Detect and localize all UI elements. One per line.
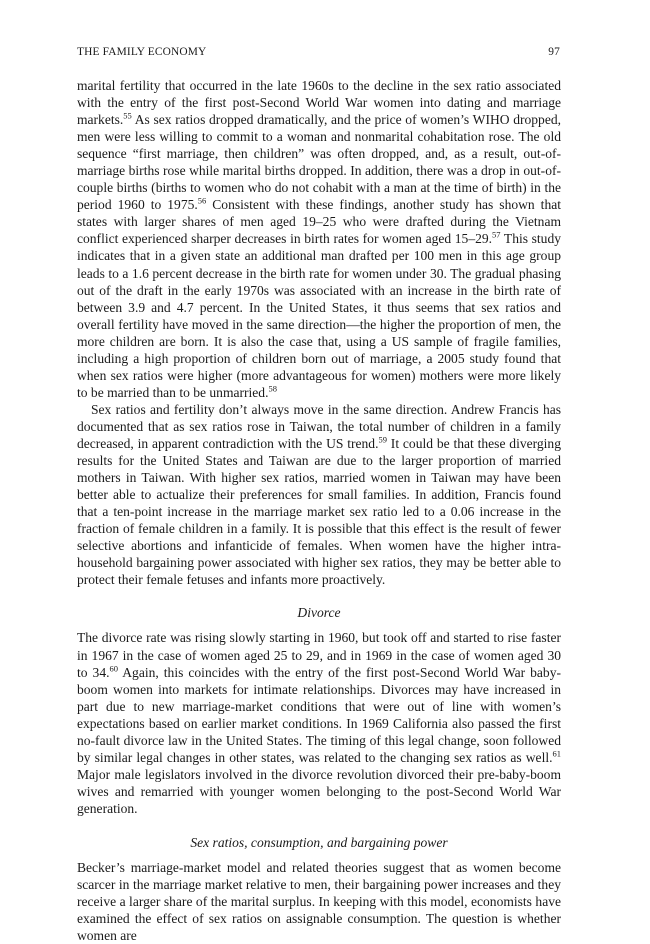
footnote-ref-58: 58 xyxy=(268,383,277,394)
running-title: THE FAMILY ECONOMY xyxy=(77,46,207,58)
paragraph-consumption-text-1: Becker’s marriage-market model and related theories suggest that as women become scarcer in the marriage market relative to men, their bargaining power increases and they receive a larger share of the marital surplus. In keeping with this model, economists have examined the effect of sex ratios on assignable consumption. The question is whether women are xyxy=(77,860,561,944)
footnote-ref-61: 61 xyxy=(552,748,561,759)
running-header xyxy=(77,46,560,58)
paragraph-divorce-text-1: The divorce rate was rising slowly starting in 1960, but took off and started to rise faster in 1967 in the case of women aged 25 to 29, and in 1969 in the case of women aged 30 to 34. xyxy=(77,630,561,680)
paragraph-divorce-text-2: Again, this coincides with the entry of the first post-Second World War baby-boom women into markets for intimate relationships. Divorces may have increased in part due to new marriage-market conditions that were out of line with women’s expectations based on earlier market conditions. In 1969 California also passed the first no-fault divorce law in the United States. The timing of this legal change, soon followed by similar legal changes in other states, was related to the changing sex ratios as well. xyxy=(77,664,561,765)
footnote-ref-55: 55 xyxy=(123,110,132,121)
paragraph-1 xyxy=(77,77,561,401)
paragraph-1-text-4: This study indicates that in a given state an additional man drafted per 100 men in this age group leads to a 1.6 percent decrease in the birth rate for women under 30. The gradual phasing out of the draft in the early 1970s was associated with an increase in the birth rate of between 3.9 and 4.7 percent. In the United States, it thus seems that sex ratios and overall fertility have moved in the same direction—the higher the proportion of men, the more children are born. It is also the case that, using a US sample of fragile families, including a high proportion of children born out of marriage, a 2005 study found that when sex ratios were higher (more advantageous for women) mothers were more likely to be married than to be unmarried. xyxy=(77,231,561,400)
footnote-ref-59: 59 xyxy=(378,434,387,445)
section-heading-consumption: Sex ratios, consumption, and bargaining power xyxy=(190,834,448,850)
body-text xyxy=(77,77,561,944)
paragraph-1-text-2: As sex ratios dropped dramatically, and the price of women’s WIHO dropped, men were less willing to commit to a woman and nonmarital cohabitation rose. The old sequence “first marriage, then children” was often dropped, and, as a result, out-of-marriage births rose while marital births dropped. In addition, there was a drop in out-of-couple births (births to women who do not cohabit with a man at the time of birth) in the period 1960 to 1975. xyxy=(77,112,561,213)
page-number: 97 xyxy=(548,46,560,58)
paragraph-divorce xyxy=(77,629,561,817)
paragraph-2-text-2: It could be that these diverging results for the United States and Taiwan are due to the larger proportion of married mothers in Taiwan. With higher sex ratios, married women in Taiwan may have been better able to actualize their preferences for small families. In addition, Francis found that a ten-point increase in the marriage market sex ratio led to a 0.06 increase in the fraction of female children in a family. It is possible that this effect is the result of fewer selective abortions and infanticide of females. When women have the higher intra-household bargaining power associated with higher sex ratios, they may be better able to protect their female fetuses and infants more proactively. xyxy=(77,435,561,588)
paragraph-2 xyxy=(77,401,561,589)
footnote-ref-57: 57 xyxy=(492,229,501,240)
section-heading-divorce: Divorce xyxy=(297,605,341,621)
footnote-ref-60: 60 xyxy=(109,663,118,674)
paragraph-2-text-1: Sex ratios and fertility don’t always move in the same direction. Andrew Francis has documented that as sex ratios rose in Taiwan, the total number of children in a family decreased, in apparent contradiction with the US trend. xyxy=(77,401,561,451)
paragraph-1-text-3: Consistent with these findings, another study has shown that states with larger shares of men aged 19–25 who were drafted during the Vietnam conflict experienced sharper decreases in birth rates for women aged 15–29. xyxy=(77,197,561,247)
footnote-ref-56: 56 xyxy=(197,195,207,206)
paragraph-1-text-1: marital fertility that occurred in the late 1960s to the decline in the sex ratio associated with the entry of the first post-Second World War women into dating and marriage markets. xyxy=(77,78,561,128)
paragraph-divorce-text-3: Major male legislators involved in the divorce revolution divorced their pre-baby-boom wives and remarried with younger women belonging to the post-Second World War generation. xyxy=(77,766,561,816)
paragraph-consumption xyxy=(77,859,561,944)
